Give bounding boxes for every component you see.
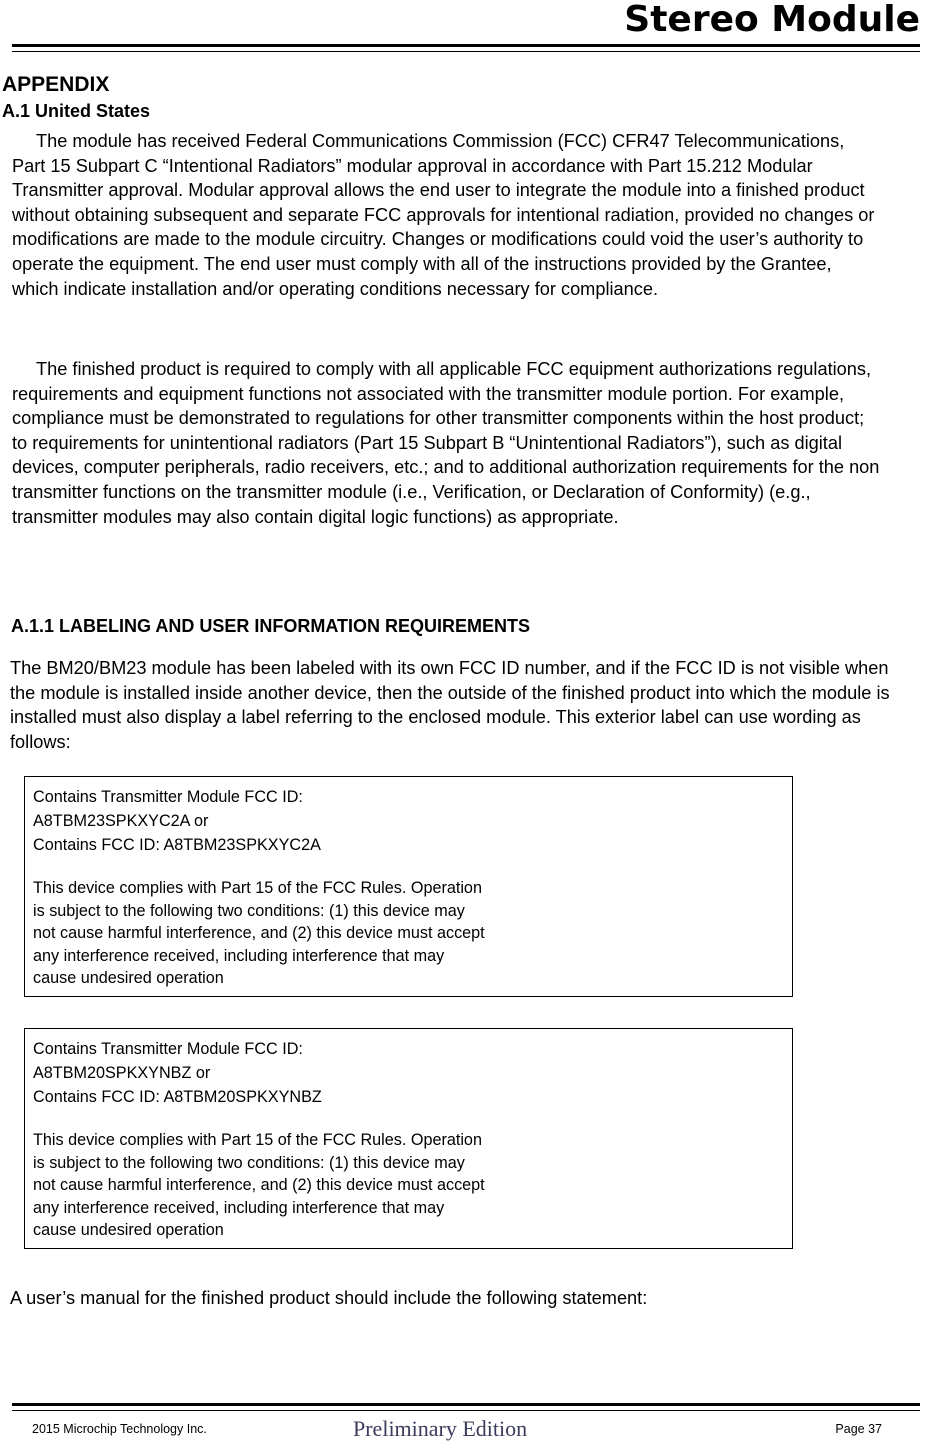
manual-statement: A user’s manual for the finished product should include the following statement: xyxy=(10,1288,648,1308)
label-compliance-line: This device complies with Part 15 of the FCC Rules. Operation xyxy=(33,879,482,897)
label-spacer xyxy=(33,1109,784,1129)
paragraph-fcc-approval xyxy=(12,129,882,301)
footer-rule-thin xyxy=(12,1410,920,1411)
label-compliance-line: is subject to the following two conditions: (1) this device may xyxy=(33,1153,465,1172)
label-compliance-line: cause undesired operation xyxy=(33,969,224,988)
paragraph-fcc-approval-text: The module has received Federal Communications Commission (FCC) CFR47 Telecommunications, Part 15 Subpart C “Intentional Radiators” modular approval in accordance with Part 15.212 Modular Transmitter approval. Modular approval allows the end user to integrate the module into a finished product without obtaining subsequent and separate FCC approvals for intentional radiation, provided no changes or modifications are made to the module circuitry. Changes or modifications could void the user’s authority to operate the equipment. The end user must comply with all of the instructions provided by the Grantee, which indicate installation and/or operating conditions necessary for compliance. xyxy=(12,131,875,299)
paragraph-finished-product xyxy=(12,357,882,529)
label-line: Contains FCC ID: A8TBM23SPKXYC2A xyxy=(33,836,321,854)
label-line: Contains Transmitter Module FCC ID: xyxy=(33,788,303,806)
label-box-bm20 xyxy=(24,1028,793,1249)
page-header-title: Stereo Module xyxy=(624,0,920,40)
paragraph-finished-product-text: The finished product is required to comply with all applicable FCC equipment authorizations regulations, requirements and equipment functions not associated with the transmitter module portion. For example, compliance must be demonstrated to regulations for other transmitter components within the host product; to requirements for unintentional radiators (Part 15 Subpart B “Unintentional Radiators”), such as digital devices, computer peripherals, radio receivers, etc.; and to additional authorization requirements for the non transmitter functions on the transmitter module (i.e., Verification, or Declaration of Conformity) (e.g., transmitter modules may also contain digital logic functions) as appropriate. xyxy=(12,359,880,527)
footer-page-number: Page 37 xyxy=(835,1422,882,1436)
section-a1-heading: A.1 United States xyxy=(2,101,151,121)
label-compliance-line: is subject to the following two conditions: (1) this device may xyxy=(33,901,465,920)
label-fcc-id: A8TBM20SPKXYNBZ or xyxy=(33,1064,211,1082)
footer-copyright: 2015 Microchip Technology Inc. xyxy=(32,1422,207,1436)
label-compliance-line: This device complies with Part 15 of the FCC Rules. Operation xyxy=(33,1131,482,1149)
label-compliance-line: cause undesired operation xyxy=(33,1221,224,1240)
footer-rule-thick xyxy=(12,1403,920,1406)
label-line: Contains FCC ID: A8TBM20SPKXYNBZ xyxy=(33,1088,322,1106)
header-rule-thin xyxy=(12,51,920,52)
label-box-bm23 xyxy=(24,776,793,997)
footer-edition: Preliminary Edition xyxy=(353,1416,528,1441)
label-fcc-id: A8TBM23SPKXYC2A or xyxy=(33,812,209,830)
label-spacer xyxy=(33,857,784,877)
label-compliance-line: not cause harmful interference, and (2) this device must accept xyxy=(33,924,485,943)
appendix-heading: APPENDIX xyxy=(2,73,110,96)
label-compliance-line: any interference received, including interference that may xyxy=(33,946,445,965)
label-compliance-line: any interference received, including interference that may xyxy=(33,1198,445,1217)
label-compliance-line: not cause harmful interference, and (2) this device must accept xyxy=(33,1176,485,1195)
paragraph-labeling: The BM20/BM23 module has been labeled with its own FCC ID number, and if the FCC ID is not visible when the module is installed inside another device, then the outside of the finished product into which the module is installed must also display a label referring to the enclosed module. This exterior label can use wording as follows: xyxy=(10,658,890,752)
section-a11-heading: A.1.1 LABELING AND USER INFORMATION REQUIREMENTS xyxy=(11,616,531,636)
header-rule-thick xyxy=(12,44,920,47)
label-line: Contains Transmitter Module FCC ID: xyxy=(33,1040,303,1058)
